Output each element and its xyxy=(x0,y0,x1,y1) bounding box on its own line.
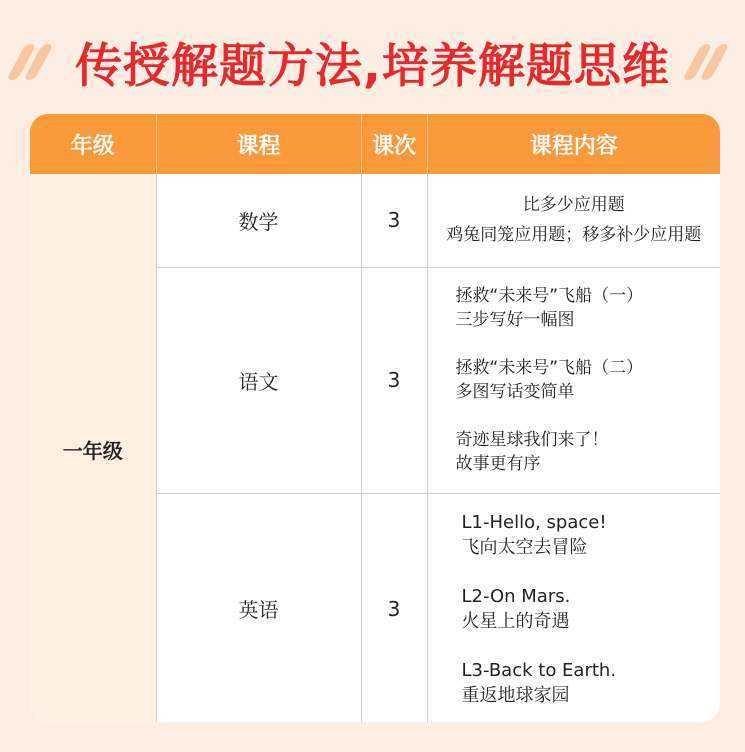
lesson-item xyxy=(456,284,721,332)
course-cell: 英语 xyxy=(156,493,361,722)
headline-text: 传授解题方法,培养解题思维 xyxy=(75,38,670,94)
course-cell: 语文 xyxy=(156,267,361,493)
lesson-title: 拯救“未来号”飞船（二） xyxy=(455,358,644,378)
lesson-item xyxy=(456,428,721,476)
lesson-item xyxy=(428,190,721,250)
lesson-item xyxy=(462,584,721,634)
sessions-cell: 3 xyxy=(361,267,427,493)
page-headline xyxy=(0,26,745,98)
course-table-card xyxy=(30,114,720,722)
lesson-title: 比多少应用题 xyxy=(522,195,625,216)
table-header-row xyxy=(30,114,720,174)
sessions-cell: 3 xyxy=(361,174,427,267)
header-content: 课程内容 xyxy=(427,114,720,174)
decorative-slashes-right xyxy=(692,44,720,80)
lesson-item xyxy=(462,658,721,708)
grade-cell: 一年级 xyxy=(30,174,156,722)
content-cell xyxy=(427,493,720,722)
lesson-title: L1-Hello, space! xyxy=(461,511,607,533)
lesson-item xyxy=(456,356,721,404)
table-row xyxy=(30,174,720,267)
lesson-subtitle: 火星上的奇遇 xyxy=(461,610,570,632)
course-table xyxy=(30,114,720,722)
lesson-subtitle: 飞向太空去冒险 xyxy=(461,536,588,558)
lesson-subtitle: 鸡兔同笼应用题；移多补少应用题 xyxy=(446,225,702,246)
course-cell: 数学 xyxy=(156,174,361,267)
header-grade: 年级 xyxy=(30,114,156,174)
lesson-item xyxy=(462,510,721,560)
lesson-subtitle: 多图写话变简单 xyxy=(455,382,575,402)
header-course: 课程 xyxy=(156,114,361,174)
lesson-title: 拯救“未来号”飞船（一） xyxy=(455,286,644,306)
lesson-title: L3-Back to Earth. xyxy=(461,659,617,681)
lesson-subtitle: 三步写好一幅图 xyxy=(455,310,575,330)
content-cell xyxy=(427,267,720,493)
sessions-cell: 3 xyxy=(361,493,427,722)
lesson-subtitle: 重返地球家园 xyxy=(461,684,570,706)
content-cell xyxy=(427,174,720,267)
lesson-subtitle: 故事更有序 xyxy=(455,454,541,474)
header-sessions: 课次 xyxy=(361,114,427,174)
lesson-title: 奇迹星球我们来了！ xyxy=(455,430,609,450)
lesson-title: L2-On Mars. xyxy=(461,585,571,607)
